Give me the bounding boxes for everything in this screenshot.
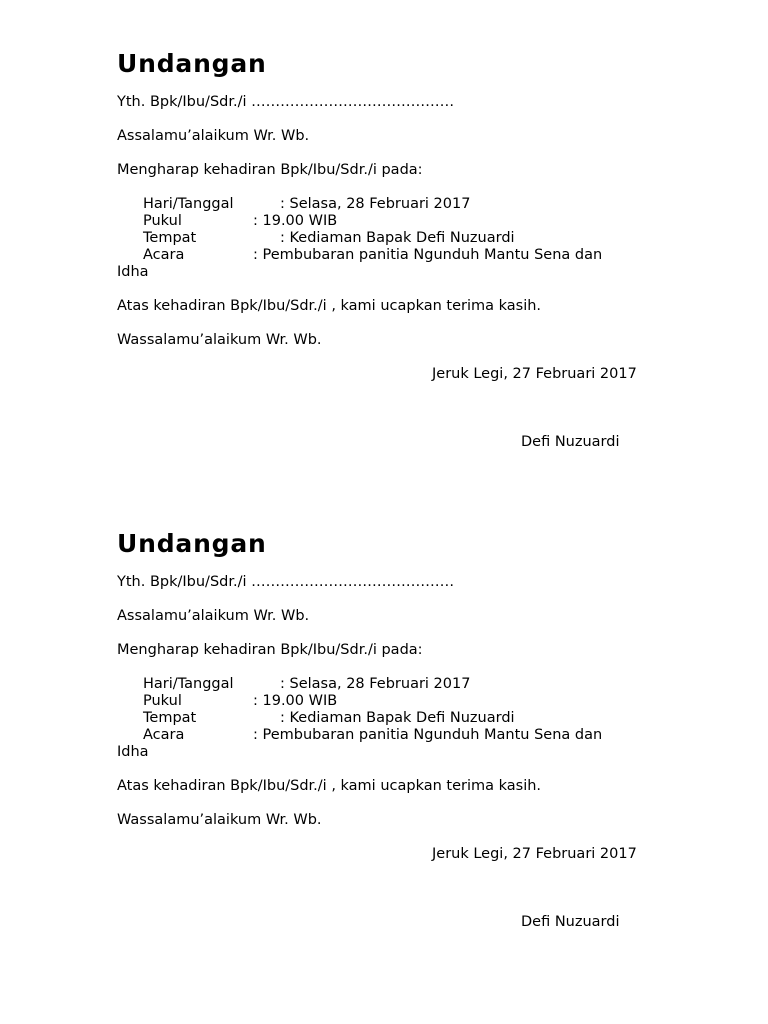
intro-text: Mengharap kehadiran Bpk/Ibu/Sdr./i pada: bbox=[117, 162, 423, 178]
time-label: Pukul bbox=[143, 693, 182, 709]
invitation-title: Undangan bbox=[117, 49, 267, 78]
invitation-1 bbox=[117, 49, 657, 450]
place-value: : Kediaman Bapak Defi Nuzuardi bbox=[280, 710, 515, 726]
time-value: : 19.00 WIB bbox=[253, 693, 338, 709]
time-value: : 19.00 WIB bbox=[253, 213, 338, 229]
detail-time bbox=[143, 213, 182, 230]
closing: Wassalamu’alaikum Wr. Wb. bbox=[117, 332, 322, 348]
place-date: Jeruk Legi, 27 Februari 2017 bbox=[432, 366, 637, 382]
greeting: Assalamu’alaikum Wr. Wb. bbox=[117, 128, 310, 144]
event-value-continued: Idha bbox=[117, 264, 149, 280]
date-label: Hari/Tanggal bbox=[143, 196, 234, 212]
recipient-line: Yth. Bpk/Ibu/Sdr./i …………………………………… bbox=[117, 574, 455, 590]
recipient-line: Yth. Bpk/Ibu/Sdr./i …………………………………… bbox=[117, 94, 455, 110]
time-label: Pukul bbox=[143, 213, 182, 229]
detail-event bbox=[143, 247, 184, 264]
greeting: Assalamu’alaikum Wr. Wb. bbox=[117, 608, 310, 624]
place-date: Jeruk Legi, 27 Februari 2017 bbox=[432, 846, 637, 862]
detail-event bbox=[143, 727, 184, 744]
detail-date bbox=[143, 196, 234, 213]
date-label: Hari/Tanggal bbox=[143, 676, 234, 692]
signature: Defi Nuzuardi bbox=[521, 914, 620, 930]
detail-date bbox=[143, 676, 234, 693]
event-value: : Pembubaran panitia Ngunduh Mantu Sena dan bbox=[253, 727, 603, 743]
date-value: : Selasa, 28 Februari 2017 bbox=[280, 196, 471, 212]
thanks-text: Atas kehadiran Bpk/Ibu/Sdr./i , kami ucapkan terima kasih. bbox=[117, 298, 542, 314]
place-label: Tempat bbox=[143, 230, 197, 246]
invitation-2 bbox=[117, 529, 657, 930]
thanks-text: Atas kehadiran Bpk/Ibu/Sdr./i , kami ucapkan terima kasih. bbox=[117, 778, 542, 794]
event-value-continued: Idha bbox=[117, 744, 149, 760]
place-value: : Kediaman Bapak Defi Nuzuardi bbox=[280, 230, 515, 246]
event-value: : Pembubaran panitia Ngunduh Mantu Sena dan bbox=[253, 247, 603, 263]
detail-time bbox=[143, 693, 182, 710]
date-value: : Selasa, 28 Februari 2017 bbox=[280, 676, 471, 692]
closing: Wassalamu’alaikum Wr. Wb. bbox=[117, 812, 322, 828]
signature: Defi Nuzuardi bbox=[521, 434, 620, 450]
intro-text: Mengharap kehadiran Bpk/Ibu/Sdr./i pada: bbox=[117, 642, 423, 658]
event-label: Acara bbox=[143, 247, 185, 263]
invitation-title: Undangan bbox=[117, 529, 267, 558]
detail-place bbox=[143, 710, 196, 727]
place-label: Tempat bbox=[143, 710, 197, 726]
event-label: Acara bbox=[143, 727, 185, 743]
detail-place bbox=[143, 230, 196, 247]
